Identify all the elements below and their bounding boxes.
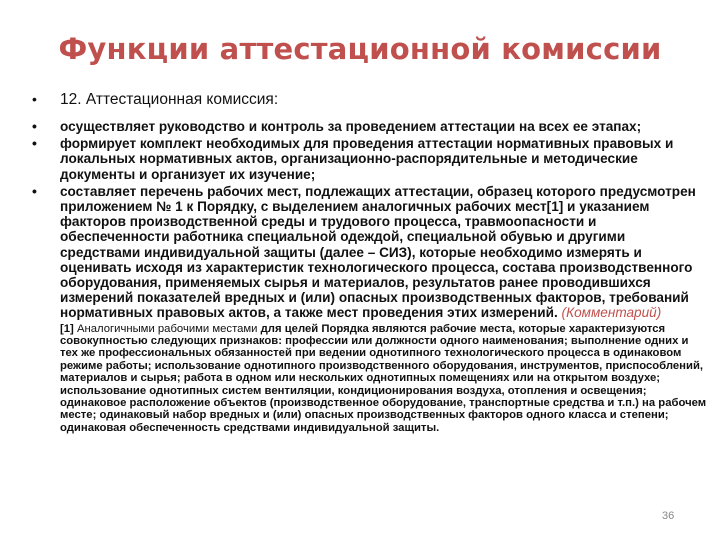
list-item-text: формирует комплект необходимых для проведения аттестации нормативных правовых и локальных нормативных актов, организационно-распорядительные и методические документы и организует их изучение;: [60, 136, 674, 182]
slide-title: Функции аттестационной комиссии: [58, 32, 662, 66]
list-item: [32, 136, 708, 182]
footnote-text: для целей Порядка являются рабочие места, которые характеризуются совокупностью следующих признаков: профессии или должности одного наименования; выполнение одних и тех же профессиональных обязанностей при ведении однотипного технологического процесса в одинаковом режиме работы; использование однотипного производственного оборудования, инструментов, приспособлений, материалов и сырья; работа в одном или нескольких однотипных помещениях или на открытом воздухе; использование однотипных систем вентиляции, кондиционирования воздуха, отопления и освещения; одинаковое расположение объектов (производственное оборудование, транспортные средства и т.п.) на рабочем месте; одинаковый набор вредных и (или) опасных производственных факторов одного класса и степени; одинаковая обеспеченность средствами индивидуальной защиты.: [60, 322, 707, 434]
bullet-icon: •: [32, 182, 37, 199]
bullet-icon: •: [32, 135, 37, 152]
list-item-text: осуществляет руководство и контроль за проведением аттестации на всех ее этапах;: [60, 119, 642, 134]
page-number: 36: [662, 510, 675, 522]
heading-item-text: 12. Аттестационная комиссия:: [60, 91, 279, 108]
list-item-text: составляет перечень рабочих мест, подлежащих аттестации, образец которого предусмотрен приложением № 1 к Порядку, с выделением аналогичных рабочих мест[1] и указанием факторов производственной среды и трудового процесса, травмоопасности и обеспеченности работника специальной одеждой, специальной обувью и другими средствами индивидуальной защиты (далее – СИЗ), которые необходимо измерять и оценивать исходя из характеристик технологического процесса, состава производственного оборудования, применяемых сырья и материалов, результатов ранее проводившихся измерений показателей вредных и (или) опасных производственных факторов, требований нормативных правовых актов, а также мест проведения этих измерений.: [60, 183, 696, 321]
comment-link[interactable]: (Комментарий): [561, 305, 662, 321]
list-item: [32, 119, 708, 134]
footnote-mark: [1]: [60, 322, 74, 335]
list-item-heading: [32, 90, 708, 109]
list-item: [32, 184, 708, 321]
bullet-icon: •: [32, 118, 37, 134]
footnote: [60, 323, 708, 435]
bullet-list: [32, 90, 708, 434]
bullet-icon: •: [32, 91, 37, 107]
footnote-term: Аналогичными рабочими местами: [76, 322, 258, 335]
